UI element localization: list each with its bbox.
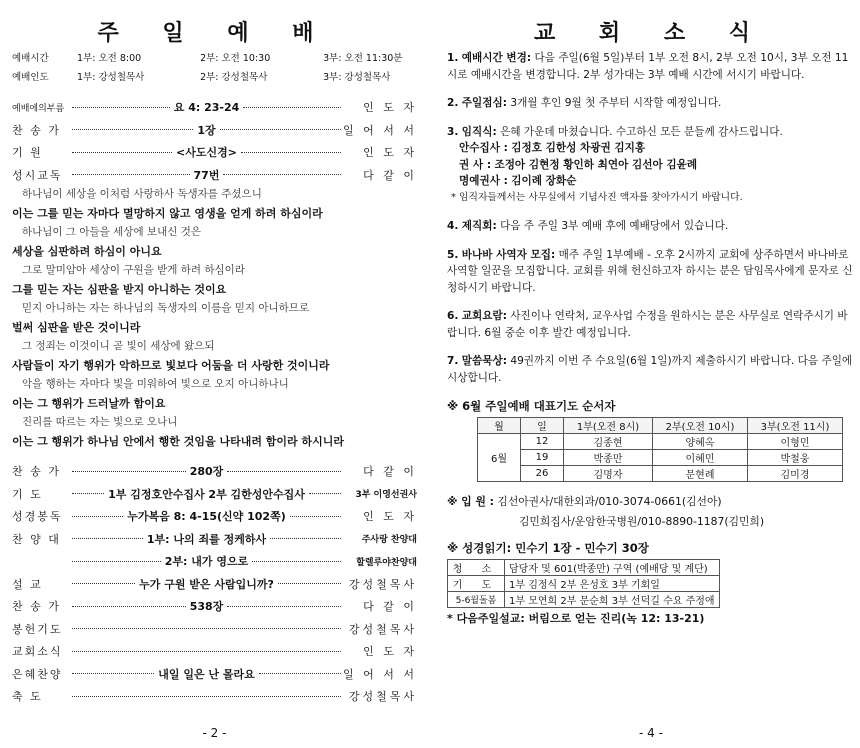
order-row — [12, 141, 417, 164]
ordination-list: 안수집사 : 김정호 김한성 차광권 김지홍 권 사 : 조정아 김현정 황인하 최연아 김선아 김윤례 명예권사 : 김이례 장화순 — [459, 142, 698, 187]
duty-header: 1부(오전 8시) — [564, 418, 653, 434]
news-item-2: 2. 주일점심: 3개월 후인 9월 첫 주부터 시작할 예정입니다. — [447, 97, 722, 109]
order-label: 설 교 — [12, 577, 43, 591]
bible-reading-title: ※ 성경읽기: 민수기 1장 - 민수기 30장 — [447, 541, 649, 555]
order-row — [12, 640, 417, 663]
leader-3: 3부: 강성철목사 — [323, 72, 391, 83]
order-label: 축 도 — [12, 690, 43, 704]
news-item-3: 3. 임직식: 은혜 가운데 마쳤습니다. 수고하신 모든 분들께 감사드립니다. 안수집사 : 김정호 김한성 차광권 김지홍 권 사 : 조정아 김현정 황인하 최연아 김선아 김윤례 명예권사 : 김이례 장화순 * 임직자들께서는 사무실에서 기념사진 액자를 찾아가시기 바랍니다. — [447, 124, 855, 207]
order-row — [12, 595, 417, 618]
order-row — [12, 550, 417, 573]
order-leader: 강성철목사 — [348, 577, 418, 591]
reading-line: 그 정죄는 이것이니 곧 빛이 세상에 왔으되 — [22, 340, 215, 352]
hospital-list: ※ 입 원 : 김선아권사/대한외과/010-3074-0661(김선아) 김민희집사/운암한국병원/010-8890-1187(김민희) — [447, 495, 765, 528]
order-item: 누가 구원 받은 사람입니까? — [139, 577, 274, 591]
reading-line: 믿지 아니하는 자는 하나님의 독생자의 이름을 믿지 아니하므로 — [22, 302, 310, 314]
times-label: 예배시간 — [12, 53, 49, 64]
duty-title: ※ 6월 주일예배 대표기도 순서자 — [447, 399, 616, 413]
order-row — [12, 618, 417, 641]
order-item: 내일 일은 난 몰라요 — [158, 667, 255, 681]
left-page — [12, 0, 417, 748]
order-leader: 할렐루야찬양대 — [356, 557, 417, 568]
time-1: 1부: 오전 8:00 — [77, 53, 142, 64]
order-row — [12, 483, 417, 506]
prayer-duty-table: 월 일 1부(오전 8시) 2부(오전 10시) 3부(오전 11시) 6월 12 김종현 양혜옥 이형민 19 박종만 이혜민 박철웅 26 김명자 문현례 김미경 — [477, 417, 843, 482]
order-label: 기 도 — [12, 487, 43, 501]
order-label: 성시교독 — [12, 168, 63, 182]
order-leader: 인 도 자 — [363, 101, 417, 115]
order-label: 은혜찬양 — [12, 667, 63, 681]
order-item: 누가복음 8: 4-15(신약 102쪽) — [127, 510, 286, 524]
order-label: 찬 송 가 — [12, 465, 61, 479]
leaders-label: 예배인도 — [12, 72, 49, 83]
page-number-left: - 2 - — [202, 726, 227, 740]
worship-title: 주 일 예 배 — [97, 20, 332, 46]
service-duty-table: 청 소 담당자 및 601(박종만) 구역 (예배당 및 계단) 기 도 1부 김정식 2부 은성호 3부 기회일 5-6월돌봄 1부 모연희 2부 문순희 3부 선덕길 수요 주정애 — [447, 559, 720, 608]
order-leader: 다 같 이 — [363, 600, 417, 614]
order-item: 280장 — [189, 465, 224, 479]
order-leader: 인 도 자 — [363, 146, 417, 160]
order-item: 1부: 나의 죄를 정케하사 — [146, 532, 267, 546]
reading-line: 이는 그를 믿는 자마다 멸망하지 않고 영생을 얻게 하려 하심이라 — [12, 207, 323, 220]
order-row — [12, 505, 417, 528]
news-item-6: 6. 교회요람: 사진이나 연락처, 교우사업 수정을 원하시는 분은 사무실로 연락주시기 바랍니다. 6월 중순 이후 발간 예정입니다. — [447, 310, 848, 339]
duty-header: 3부(오전 11시) — [748, 418, 843, 434]
duty-header: 일 — [521, 418, 564, 434]
order-row — [12, 663, 417, 686]
order-row — [12, 96, 417, 119]
order-label: 교회소식 — [12, 645, 63, 659]
order-leader: 다 같 이 — [363, 168, 417, 182]
order-part-b — [12, 460, 417, 708]
reading-line: 이는 그 행위가 드러날까 함이요 — [12, 397, 166, 410]
reading-line: 진리를 따르는 자는 빛으로 오나니 — [22, 416, 178, 428]
order-row — [12, 164, 417, 187]
reading-line: 그를 믿는 자는 심판을 받지 아니하는 것이요 — [12, 283, 227, 296]
order-label: 찬 양 대 — [12, 532, 61, 546]
ordination-note: * 임직자들께서는 사무실에서 기념사진 액자를 찾아가시기 바랍니다. — [451, 191, 743, 203]
leader-2: 2부: 강성철목사 — [200, 72, 268, 83]
time-3: 3부: 오전 11:30분 — [323, 53, 403, 64]
page-number-right: - 4 - — [639, 726, 663, 740]
order-item: 77번 — [193, 168, 220, 182]
news-item-1: 1. 예배시간 변경: 다음 주일(6월 5일)부터 1부 오전 8시, 2부 오전 10시, 3부 오전 11시로 예배시간을 변경합니다. 2부 성가대는 3부 예배 시간에 서시기 바랍니다. — [447, 52, 849, 81]
order-label: 찬 송 가 — [12, 123, 61, 137]
order-item: 538장 — [189, 600, 224, 614]
reading-line: 하나님이 그 아들을 세상에 보내신 것은 — [22, 226, 201, 238]
order-item: 1장 — [197, 123, 216, 137]
order-item: 2부: 내가 영으로 — [164, 555, 249, 569]
order-leader: 인 도 자 — [363, 510, 417, 524]
order-row — [12, 460, 417, 483]
order-row — [12, 119, 417, 142]
reading-line: 벌써 심판을 받은 것이니라 — [12, 321, 141, 334]
order-part-a — [12, 96, 417, 186]
time-2: 2부: 오전 10:30 — [200, 53, 271, 64]
responsive-reading — [12, 186, 417, 452]
order-label: 예배에의부름 — [12, 103, 65, 114]
duty-header: 2부(오전 10시) — [653, 418, 748, 434]
duty-header: 월 — [478, 418, 521, 434]
service-leaders — [12, 69, 417, 88]
reading-line: 하나님이 세상을 이처럼 사랑하사 독생자를 주셨으니 — [22, 188, 262, 200]
order-item: 요 4: 23-24 — [173, 101, 240, 115]
order-label: 찬 송 가 — [12, 600, 61, 614]
reading-line: 이는 그 행위가 하나님 안에서 행한 것임을 나타내려 함이라 하시니라 — [12, 435, 344, 448]
reading-line: 사람들이 자기 행위가 악하므로 빛보다 어둠을 더 사랑한 것이니라 — [12, 359, 330, 372]
news-item-5: 5. 바나바 사역자 모집: 매주 주일 1부예배 - 오후 2시까지 교회에 상주하면서 바나바로 사역할 일꾼을 모집합니다. 교회를 위해 헌신하고자 하시는 분은 담임목사에게 문자로 신청하시기 바랍니다. — [447, 248, 853, 294]
duty-month: 6월 — [478, 434, 521, 482]
reading-line: 그로 말미암아 세상이 구원을 받게 하려 하심이라 — [22, 264, 245, 276]
order-item: 1부 김정호안수집사 2부 김한성안수집사 — [108, 487, 305, 501]
order-leader: 다 같 이 — [363, 465, 417, 479]
reading-line: 세상을 심판하려 하심이 아니요 — [12, 245, 162, 258]
order-row — [12, 685, 417, 708]
news-item-4: 4. 제직회: 다음 주 주일 3부 예배 후에 예배당에서 있습니다. — [447, 220, 729, 232]
order-row — [12, 528, 417, 551]
order-leader: 일 어 서 서 — [343, 667, 417, 681]
order-label: 성경봉독 — [12, 510, 63, 524]
order-row — [12, 573, 417, 596]
order-leader: 일 어 서 서 — [343, 123, 417, 137]
next-sermon: * 다음주일설교: 버림으로 얻는 진리(녹 12: 13-21) — [447, 612, 705, 625]
order-leader: 3부 이영선권사 — [355, 490, 417, 501]
service-times — [12, 50, 417, 69]
order-leader: 인 도 자 — [363, 645, 417, 659]
news-title: 교 회 소 식 — [534, 20, 768, 46]
order-leader: 강성철목사 — [348, 690, 417, 704]
leader-1: 1부: 강성철목사 — [77, 72, 145, 83]
right-page — [447, 0, 855, 748]
news-item-7: 7. 말씀묵상: 49권까지 이번 주 수요일(6월 1일)까지 제출하시기 바랍니다. 다음 주일에 시상합니다. — [447, 355, 853, 384]
order-item: <사도신경> — [176, 146, 237, 160]
order-label: 기 원 — [12, 146, 43, 160]
order-leader: 강성철목사 — [348, 622, 417, 636]
order-label: 봉헌기도 — [12, 622, 63, 636]
order-leader: 주사랑 찬양대 — [361, 535, 417, 546]
reading-line: 악을 행하는 자마다 빛을 미워하여 빛으로 오지 아니하나니 — [22, 378, 289, 390]
